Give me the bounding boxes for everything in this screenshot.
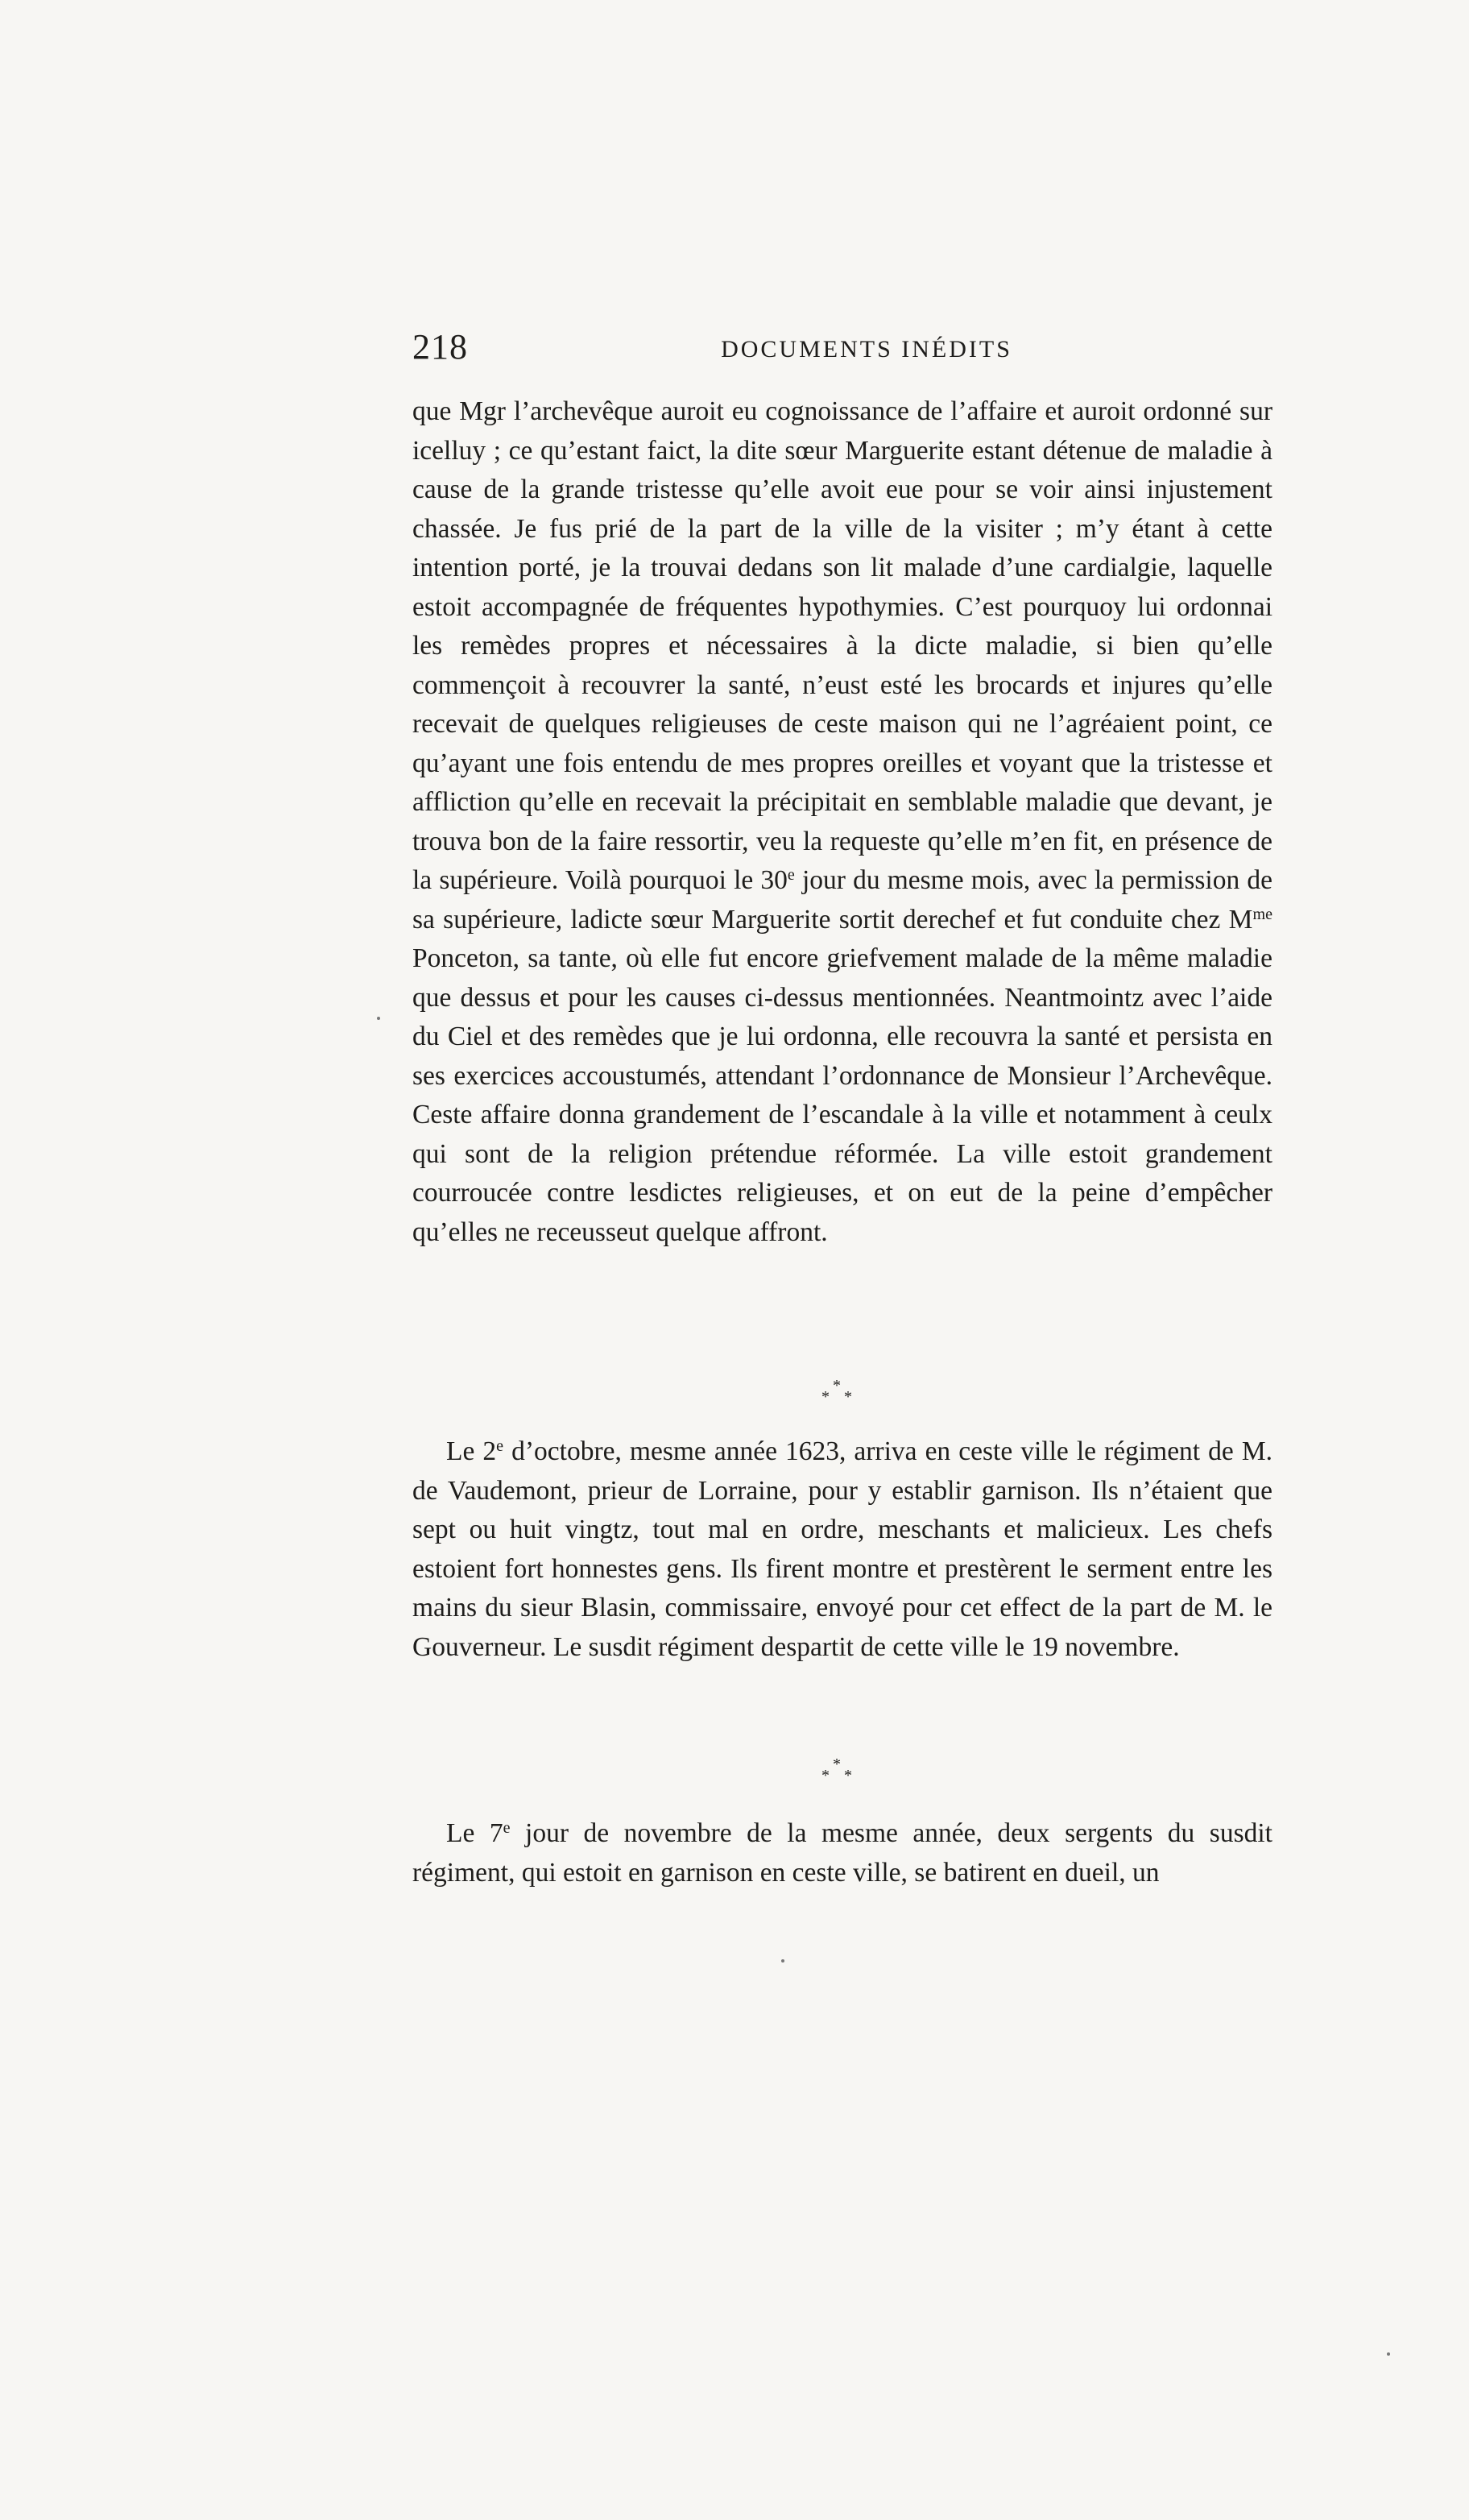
paragraph-sergeants-duel	[412, 1814, 1272, 1892]
page-header	[412, 326, 1272, 375]
paragraph-text	[412, 1814, 1272, 1892]
running-title: DOCUMENTS INÉDITS	[721, 336, 1012, 363]
asterism-star: *	[833, 1755, 841, 1773]
superscript-ordinal: e	[496, 1436, 504, 1455]
paragraph-text	[412, 1432, 1272, 1667]
paper-speck	[377, 1017, 380, 1020]
superscript-title-abbreviation: me	[1252, 905, 1272, 923]
asterism-star: *	[821, 1388, 830, 1406]
superscript-ordinal: e	[503, 1818, 511, 1837]
asterism-separator	[821, 1756, 862, 1788]
asterism-separator	[821, 1378, 862, 1410]
asterism-star: *	[821, 1767, 830, 1784]
paragraph-text	[412, 392, 1272, 1252]
paragraph-continued	[412, 392, 1272, 1252]
paragraph-regiment-arrival	[412, 1432, 1272, 1667]
paper-speck	[1387, 2352, 1390, 2356]
text-segment: Le 7	[446, 1818, 503, 1848]
text-segment: jour du mesme mois, avec la permission de sa supérieure, ladicte sœur Marguerite sortit derechef et fut conduite chez M	[412, 865, 1272, 935]
text-segment: jour de novembre de la mesme année, deux sergents du susdit régiment, qui estoit en garnison en ceste ville, se batirent en dueil, un	[412, 1818, 1272, 1888]
paper-speck	[781, 1959, 784, 1963]
asterism-star: *	[844, 1388, 852, 1406]
asterism-star: *	[844, 1767, 852, 1784]
superscript-ordinal: e	[787, 865, 795, 884]
page-number: 218	[412, 327, 468, 367]
text-segment: d’octobre, mesme année 1623, arriva en ceste ville le régiment de M. de Vaudemont, prieur de Lorraine, pour y establir garnison. Ils n’étaient que sept ou huit vingtz, tout mal en ordre, meschants et malicieux. Les chefs estoient fort honnestes gens. Ils firent montre et prestèrent le serment entre les mains du sieur Blasin, commissaire, envoyé pour cet effect de la part de M. le Gouverneur. Le susdit régiment despartit de cette ville le 19 novembre.	[412, 1436, 1272, 1662]
text-segment: que Mgr l’archevêque auroit eu cognoissance de l’affaire et auroit ordonné sur icelluy ; ce qu’estant faict, la dite sœur Marguerite estant détenue de maladie à cause de la grande tristesse qu’elle avoit eue pour se voir ainsi injustement chassée. Je fus prié de la part de la ville de la visiter ; m’y étant à cette intention porté, je la trouvai dedans son lit malade d’une cardialgie, laquelle estoit accompagnée de fréquentes hypothymies. C’est pourquoy lui ordonnai les remèdes propres et nécessaires à la dicte maladie, si bien qu’elle commençoit à recouvrer la santé, n’eust esté les brocards et injures qu’elle recevait de quelques religieuses de ceste maison qui ne l’agréaient point, ce qu’ayant une fois entendu de mes propres oreilles et voyant que la tristesse et affliction qu’elle en recevait la précipitait en semblable maladie que devant, je trouva bon de la faire ressortir, veu la requeste qu’elle m’en fit, en présence de la supérieure. Voilà pourquoi le 30	[412, 396, 1272, 895]
text-segment: Le 2	[446, 1436, 497, 1466]
asterism-star: *	[833, 1377, 841, 1395]
text-segment: Ponceton, sa tante, où elle fut encore griefvement malade de la même maladie que dessus et pour les causes ci-dessus mentionnées. Neantmointz avec l’aide du Ciel et des remèdes que je lui ordonna, elle recouvra la santé et persista en ses exercices accoustumés, attendant l’ordonnance de Monsieur l’Archevêque. Ceste affaire donna grandement de l’escandale à la ville et notamment à ceulx qui sont de la religion prétendue réformée. La ville estoit grandement courroucée contre lesdictes religieuses, et on eut de la peine d’empêcher qu’elles ne receusseut quelque affront.	[412, 943, 1272, 1247]
